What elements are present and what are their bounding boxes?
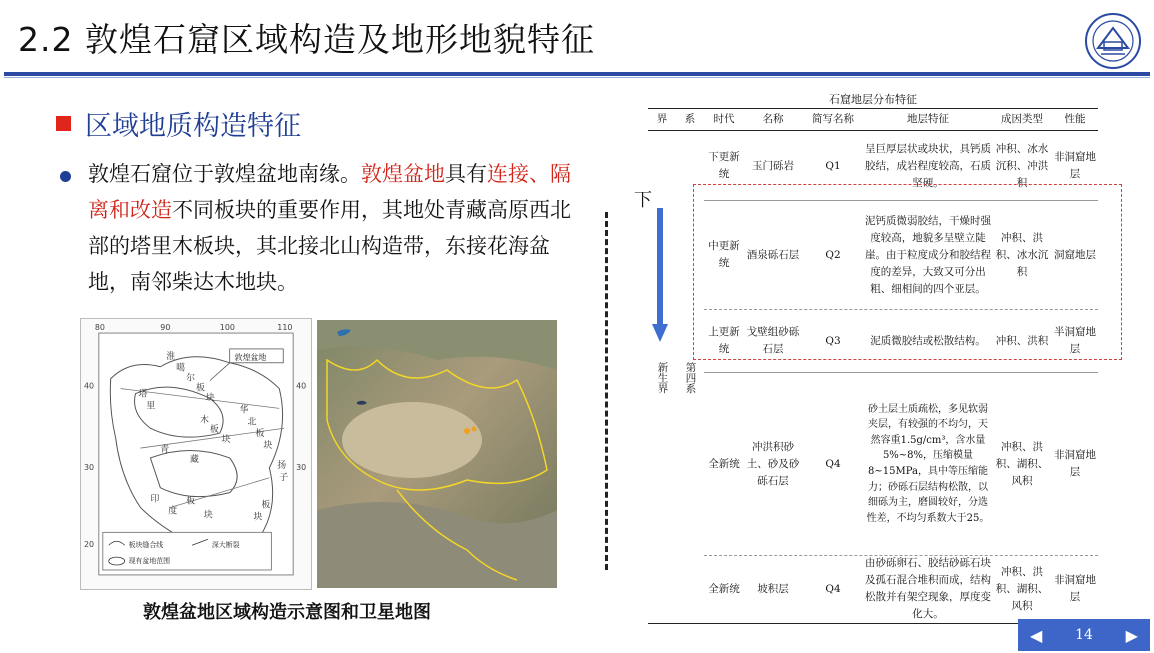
map-label: 印 [150,494,160,505]
perf-cell: 非洞窟地层 [1054,574,1096,603]
slide-nav [1018,619,1150,651]
highlight-box [693,184,1122,360]
slide-title: 2.2 敦煌石窟区域构造及地形地貌特征 [18,20,595,59]
header-cell: 时代 [713,112,735,125]
arrow-label: 下 [634,190,652,211]
map-label: 板 [186,496,196,507]
legend-item: 现有盆地范围 [128,557,171,566]
map-callout: 敦煌盆地 [234,352,267,362]
map-label: 华 [239,405,249,416]
age-cell: 上更新统 [708,326,740,355]
feature-cell: 泥钙质微弱胶结，干燥时强度较高，地貌多呈壁立陡崖。由于粒度成分和胶结程度的差异，大致又可分出粗、细相间的四个亚层。 [865,214,991,295]
map-label: 块 [203,510,213,521]
map-label: 块 [205,393,215,404]
map-tick-left: 30 [83,462,95,472]
map-label: 扬 [277,460,287,471]
perf-cell: 非洞窟地层 [1054,151,1096,180]
map-tick-top: 90 [160,323,171,333]
map-tick-top: 110 [277,323,293,333]
code-cell: Q4 [825,457,841,470]
bullet-dot-icon [60,171,71,182]
age-cell: 全新统 [708,457,740,470]
perf-cell: 洞窟地层 [1054,248,1096,261]
name-cell: 坡积层 [757,582,789,595]
origin-cell: 冲积、洪积、冰水沉积 [995,231,1049,278]
map-label: 木 [199,415,209,426]
origin-cell: 冲积、冰水沉积、冲洪积 [995,142,1049,189]
legend-item: 板块缝合线 [128,541,164,550]
page-number: 14 [1075,627,1093,643]
title-underline [4,72,1150,76]
map-tick-left: 40 [83,381,95,391]
header-cell: 名称 [762,112,784,125]
map-caption: 敦煌盆地区域构造示意图和卫星地图 [143,602,431,623]
para-highlight-2: 连接、隔离和改造 [88,162,571,222]
title-underline-light [4,77,1150,78]
header-cell: 地层特征 [907,112,949,125]
section-heading-text: 区域地质构造特征 [85,111,301,142]
age-cell: 下更新统 [708,151,740,180]
perf-cell: 半洞窟地层 [1054,326,1096,355]
map-tick-top: 100 [219,323,235,333]
age-cell: 中更新统 [708,240,740,269]
university-seal-icon [1084,12,1142,70]
map-label: 青 [160,445,170,456]
code-cell: Q2 [825,248,841,261]
feature-cell: 泥质微胶结或松散结构。 [870,334,986,347]
header-cell: 系 [684,112,696,125]
map-label: 板 [196,383,205,394]
map-label: 板 [255,429,265,440]
body-paragraph [88,156,588,300]
map-label: 藏 [190,454,199,465]
map-label: 板 [209,425,219,436]
name-cell: 冲洪积砂土、砂及砂砾石层 [746,440,800,487]
feature-cell: 由砂砾卵石、胶结砂砾石块及孤石混合堆积而成，结构松散并有架空现象，厚度变化大。 [865,557,991,620]
table-title: 石窟地层分布特征 [829,93,917,106]
name-cell: 酒泉砾石层 [746,248,800,261]
red-square-bullet-icon [56,116,71,131]
para-highlight-1: 敦煌盆地 [361,162,445,186]
map-label: 里 [146,401,156,412]
map-label: 块 [253,512,263,523]
map-label: 块 [221,435,231,446]
age-cell: 全新统 [708,582,740,595]
code-cell: Q1 [825,159,841,172]
down-arrow-icon [650,208,670,344]
map-label: 淮 [166,351,176,362]
code-cell: Q4 [825,582,841,595]
para-text-2: 具有 [445,162,487,186]
map-label: 子 [279,472,289,483]
map-label: 块 [263,441,273,452]
map-label: 塔 [138,389,148,400]
para-text-3: 不同板块的重要作用，其地处青藏高原西北部的塔里木板块，其北接北山构造带，东接花海盆地，南邻柴达木地块。 [88,198,571,294]
feature-cell: 呈巨厚层状或块状，具钙质胶结，成岩程度较高，石质坚硬。 [865,142,991,189]
para-text-1: 敦煌石窟位于敦煌盆地南缘。 [88,162,361,186]
origin-cell: 冲积、洪积 [995,334,1049,347]
tectonic-sketch-map [80,318,312,590]
header-cell: 成因类型 [1001,112,1043,125]
map-tick-top: 80 [94,323,105,333]
map-label: 北 [247,417,257,428]
triangle-left-icon[interactable]: ◀ [1030,625,1043,645]
code-cell: Q3 [825,334,841,347]
map-tick-right: 30 [296,462,307,472]
feature-cell: 砂土层土质疏松，多见软弱夹层，有较强的不均匀，天然容重1.5g/cm³，含水量5%~8%，压缩模量8~15MPa，具中等压缩能力；砂砾石层结构松散，以细砾为主，磨圆较好，分选性差，不均匀系数大于25。 [866,403,990,524]
header-cell: 性能 [1064,112,1086,125]
map-label: 尔 [186,373,196,384]
dashed-separator [605,212,608,570]
map-label: 度 [168,506,178,517]
table-rule-header [648,130,1098,131]
perf-cell: 非洞窟地层 [1054,449,1096,478]
name-cell: 玉门砾岩 [752,159,794,172]
name-cell: 戈壁组砂砾石层 [746,326,800,355]
satellite-map [317,320,557,588]
map-tick-left: 20 [83,540,95,550]
triangle-right-icon[interactable]: ▶ [1125,625,1138,645]
legend-item: 深大断裂 [211,541,240,550]
section-heading [56,104,301,143]
origin-cell: 冲积、洪积、湖积、风积 [995,565,1049,612]
map-tick-right: 40 [296,381,307,391]
system-cell: 第四系 [684,362,697,394]
era-cell: 新生界 [656,362,669,394]
header-cell: 简写名称 [812,112,854,125]
origin-cell: 冲积、洪积、湖积、风积 [995,440,1049,487]
map-label: 板 [261,500,271,511]
header-cell: 界 [656,112,668,125]
map-label: 噶 [176,363,186,374]
